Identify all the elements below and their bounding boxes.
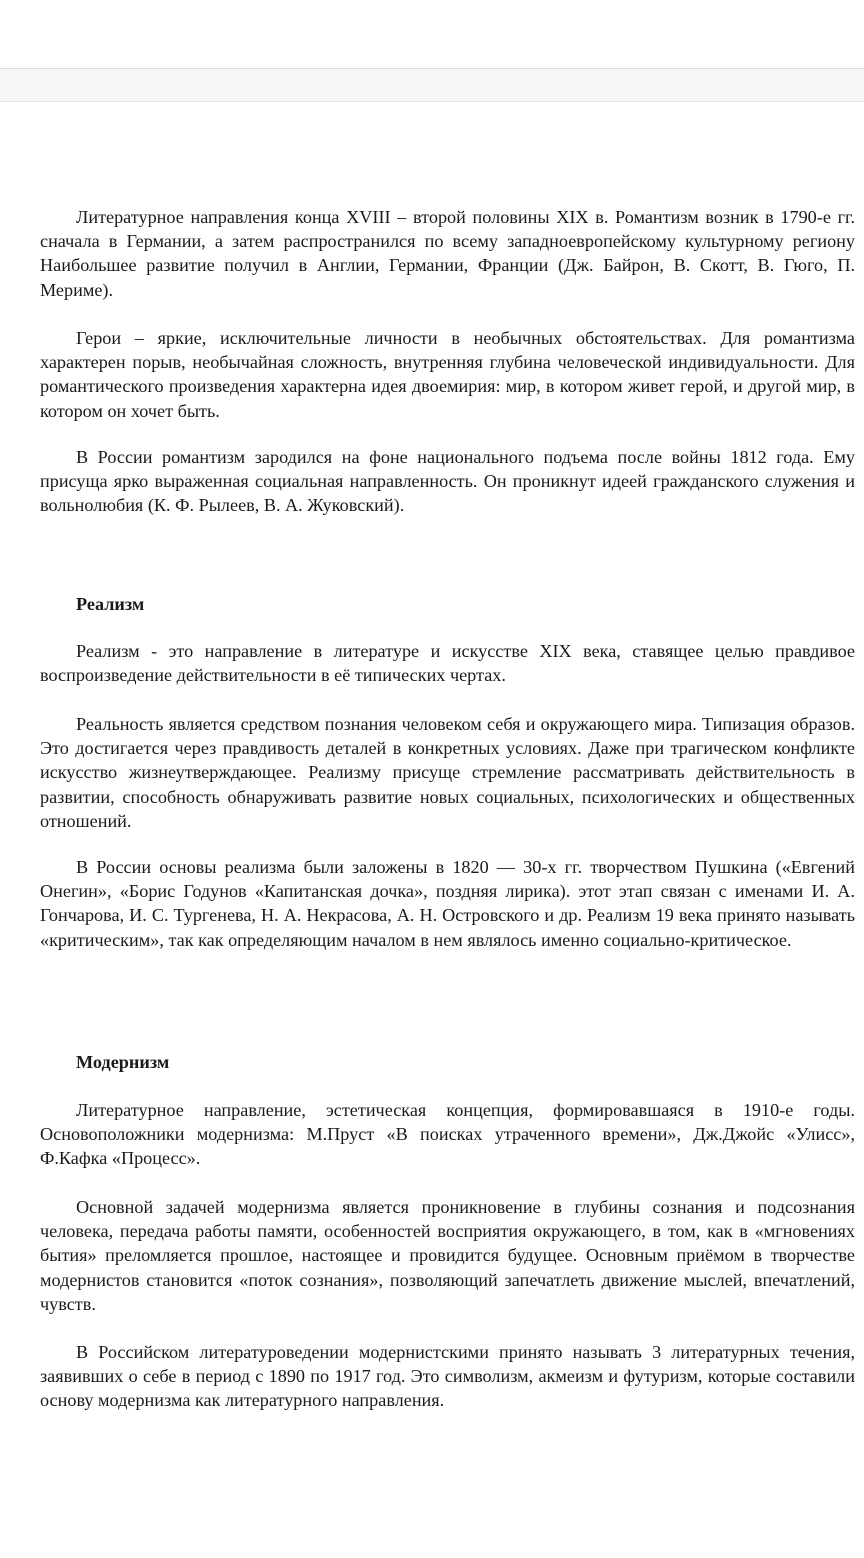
romanticism-paragraph-1: Литературное направления конца XVIII – второй половины XIX в. Романтизм возник в 1790-е гг. сначала в Германии, а затем распространился по всему западноевропейскому культурному региону Наибольшее развитие получил в Англии, Германии, Франции (Дж. Байрон, В. Скотт, В. Гюго, П. Мериме). (40, 207, 855, 300)
viewer-toolbar-strip (0, 68, 864, 102)
document-page (0, 102, 864, 1558)
realism-heading: Реализм (76, 594, 145, 614)
modernism-paragraph-1: Литературное направление, эстетическая концепция, формировавшаяся в 1910-е годы. Основоположники модернизма: М.Пруст «В поисках утраченного времени», Дж.Джойс «Улисс», Ф.Кафка «Процесс». (40, 1100, 855, 1169)
romanticism-paragraph-3: В России романтизм зародился на фоне национального подъема после войны 1812 года. Ему присуща ярко выраженная социальная направленность. Он проникнут идеей гражданского служения и вольнолюбия (К. Ф. Рылеев, В. А. Жуковский). (40, 447, 855, 516)
realism-paragraph-2: Реальность является средством познания человеком себя и окружающего мира. Типизация образов. Это достигается через правдивость деталей в конкретных условиях. Даже при трагическом конфликте искусство жизнеутверждающее. Реализму присуще стремление рассматривать действительность в развитии, способность обнаруживать развитие новых социальных, психологических и общественных отношений. (40, 714, 855, 831)
top-margin (0, 0, 864, 68)
modernism-heading: Модернизм (76, 1052, 170, 1072)
realism-paragraph-3: В России основы реализма были заложены в 1820 — 30-х гг. творчеством Пушкина («Евгений Онегин», «Борис Годунов «Капитанская дочка», поздняя лирика). этот этап связан с именами И. А. Гончарова, И. С. Тургенева, Н. А. Некрасова, А. Н. Островского и др. Реализм 19 века принято называть «критическим», так как определяющим началом в нем являлось именно социально-критическое. (40, 857, 855, 950)
modernism-paragraph-3: В Российском литературоведении модернистскими принято называть 3 литературных течения, заявивших о себе в период с 1890 по 1917 год. Это символизм, акмеизм и футуризм, которые составили основу модернизма как литературного направления. (40, 1342, 855, 1411)
romanticism-paragraph-2: Герои – яркие, исключительные личности в необычных обстоятельствах. Для романтизма характерен порыв, необычайная сложность, внутренняя глубина человеческой индивидуальности. Для романтического произведения характерна идея двоемирия: мир, в котором живет герой, и другой мир, в котором он хочет быть. (40, 328, 855, 421)
realism-paragraph-1: Реализм - это направление в литературе и искусстве XIX века, ставящее целью правдивое воспроизведение действительности в её типических чертах. (40, 641, 855, 686)
modernism-paragraph-2: Основной задачей модернизма является проникновение в глубины сознания и подсознания человека, передача работы памяти, особенностей восприятия окружающего, в том, как в «мгновениях бытия» преломляется прошлое, настоящее и провидится будущее. Основным приёмом в творчестве модернистов становится «поток сознания», позволяющий запечатлеть движение мыслей, впечатлений, чувств. (40, 1197, 855, 1314)
